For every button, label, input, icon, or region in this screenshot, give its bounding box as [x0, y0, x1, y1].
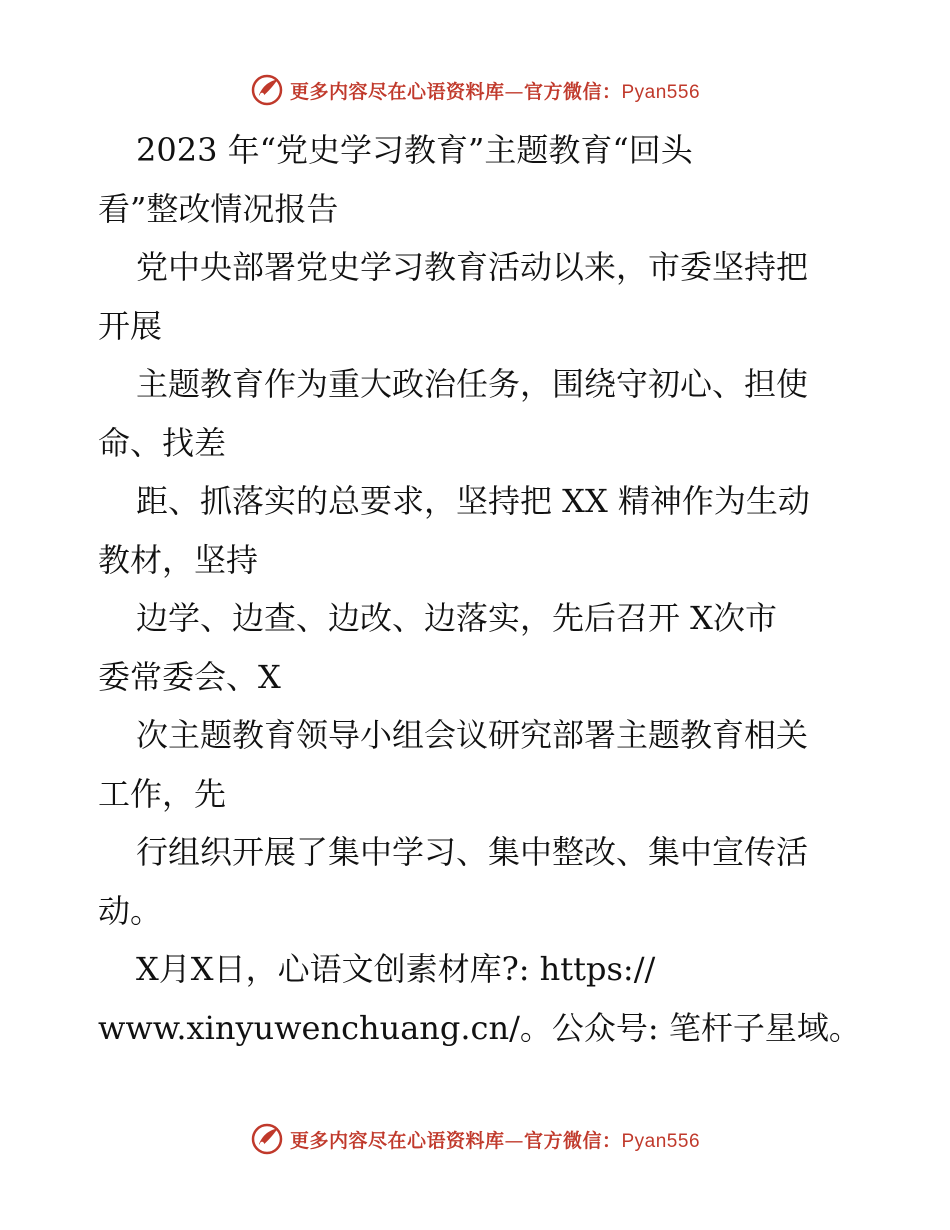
date-source-line: X月X日，心语文创素材库?: https://	[136, 950, 656, 988]
paragraph-line: 边学、边查、边改、边落实，先后召开 X次市	[136, 599, 777, 637]
banner-wechat-id: Pyan556	[621, 81, 701, 103]
logo-icon	[250, 73, 284, 107]
banner-contact-label: 官方微信：	[523, 1129, 622, 1152]
paragraph-line: 次主题教育领导小组会议研究部署主题教育相关	[136, 716, 809, 754]
footer-banner	[0, 1119, 950, 1159]
url-account-line: www.xinyuwenchuang.cn/。公众号: 笔杆子星域。	[98, 1008, 861, 1047]
banner-slogan: 更多内容尽在心语资料库	[289, 80, 505, 103]
paragraph-line: 开展	[98, 306, 163, 345]
paragraph-line: 行组织开展了集中学习、集中整改、集中宣传活	[136, 833, 809, 871]
paragraph-line: 命、找差	[98, 423, 227, 462]
paragraph-line: 主题教育作为重大政治任务，围绕守初心、担使	[136, 365, 809, 403]
title-line-1: 2023 年“党史学习教育”主题教育“回头	[136, 131, 693, 169]
banner-contact-label: 官方微信：	[523, 80, 622, 103]
paragraph-line: 党中央部署党史学习教育活动以来，市委坚持把	[136, 248, 809, 286]
paragraph-line: 工作，先	[98, 774, 227, 813]
document-body	[98, 121, 861, 1057]
header-banner	[0, 70, 950, 110]
paragraph-line: 委常委会、X	[98, 657, 281, 696]
title-line-2: 看”整改情况报告	[98, 189, 339, 228]
paragraph-line: 教材，坚持	[98, 540, 259, 579]
banner-wechat-id: Pyan556	[621, 1130, 701, 1152]
banner-dash: —	[504, 80, 524, 103]
logo-icon	[250, 1122, 284, 1156]
banner-dash: —	[504, 1129, 524, 1152]
banner-slogan: 更多内容尽在心语资料库	[289, 1129, 505, 1152]
paragraph-line: 动。	[98, 891, 163, 930]
paragraph-line: 距、抓落实的总要求，坚持把 XX 精神作为生动	[136, 482, 810, 520]
